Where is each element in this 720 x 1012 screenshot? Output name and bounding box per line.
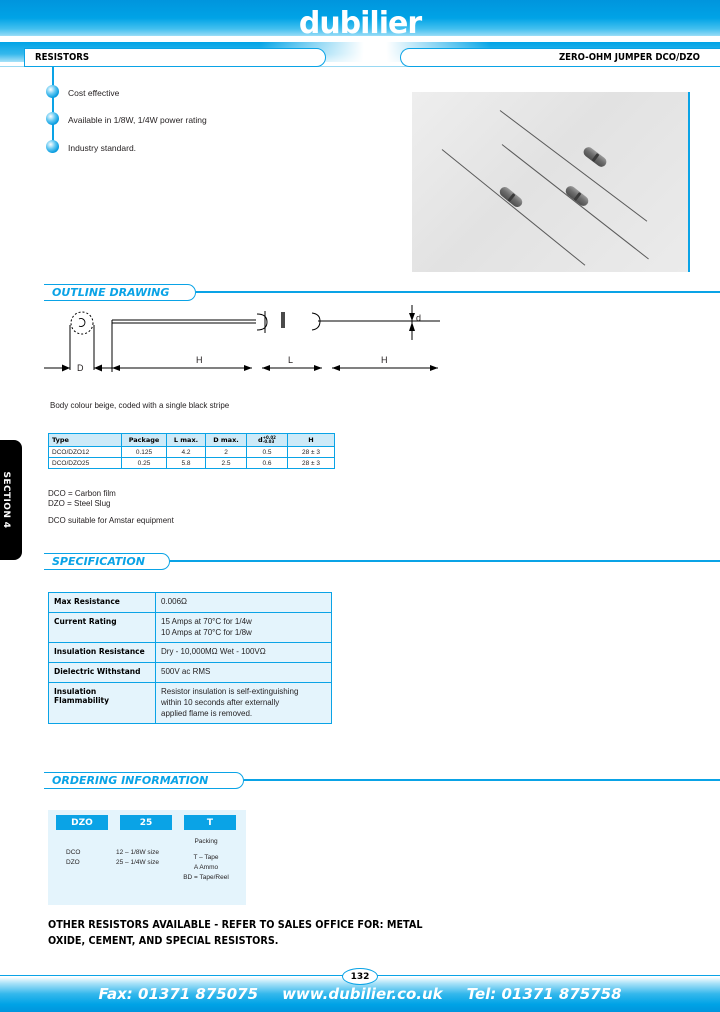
dim-col-d-symbol: d bbox=[258, 436, 263, 445]
spec-value-line: applied flame is removed. bbox=[161, 708, 253, 718]
page-number: 132 bbox=[342, 968, 378, 985]
ordering-series-option: DZO bbox=[66, 859, 80, 867]
note-amstar: DCO suitable for Amstar equipment bbox=[48, 516, 174, 525]
tab-resistors-label: RESISTORS bbox=[35, 52, 90, 63]
ordering-series-options bbox=[66, 848, 80, 868]
note-dco: DCO = Carbon film bbox=[48, 489, 116, 498]
bullet-icon bbox=[46, 112, 59, 125]
ordering-code-diagram bbox=[48, 810, 246, 905]
spec-value-line: 15 Amps at 70°C for 1/4w bbox=[161, 616, 252, 626]
footer-contact bbox=[0, 985, 720, 1003]
ordering-size-option: 25 – 1/4W size bbox=[116, 859, 159, 867]
dim-cell-h: 28 ± 3 bbox=[288, 447, 335, 458]
table-row bbox=[49, 682, 332, 723]
brand-logo: dubilier bbox=[298, 6, 422, 41]
feature-item: Available in 1/8W, 1/4W power rating bbox=[68, 115, 207, 125]
ordering-chip-size: 25 bbox=[120, 815, 172, 830]
tab-resistors[interactable] bbox=[24, 48, 326, 67]
note-dzo: DZO = Steel Slug bbox=[48, 499, 111, 508]
spec-value-line: 0.006Ω bbox=[161, 597, 187, 606]
product-photo bbox=[412, 92, 690, 272]
ordering-packing-options bbox=[174, 837, 238, 883]
table-row bbox=[49, 643, 332, 663]
feature-item: Cost effective bbox=[68, 88, 120, 98]
ordering-series-option: DCO bbox=[66, 849, 81, 856]
feature-connector-line bbox=[52, 67, 54, 151]
tab-product-title[interactable] bbox=[400, 48, 720, 67]
dim-cell-lmax: 4.2 bbox=[167, 447, 206, 458]
section-header-specification-label: SPECIFICATION bbox=[52, 555, 145, 568]
section-header-ordering-information bbox=[44, 772, 244, 789]
spec-value bbox=[156, 663, 332, 683]
footer-web[interactable]: www.dubilier.co.uk bbox=[282, 985, 443, 1003]
spec-key: Insulation Resistance bbox=[49, 643, 156, 663]
dim-cell-lmax: 5.8 bbox=[167, 458, 206, 469]
spec-value bbox=[156, 593, 332, 613]
table-row bbox=[49, 593, 332, 613]
dim-cell-package: 0.25 bbox=[122, 458, 167, 469]
dim-col-dmax: D max. bbox=[206, 434, 247, 447]
table-row bbox=[49, 458, 335, 469]
section-header-outline-drawing bbox=[44, 284, 196, 301]
dim-col-h: H bbox=[288, 434, 335, 447]
dim-cell-h: 28 ± 3 bbox=[288, 458, 335, 469]
ordering-packing-option: T – Tape bbox=[193, 854, 219, 862]
dimension-table bbox=[48, 433, 335, 469]
dim-col-type: Type bbox=[49, 434, 122, 447]
other-resistors-note-line: OXIDE, CEMENT, AND SPECIAL RESISTORS. bbox=[48, 934, 279, 947]
section-tab-label: SECTION 4 bbox=[1, 471, 11, 529]
dim-cell-d: 0.6 bbox=[247, 458, 288, 469]
ordering-packing-option: BD = Tape/Reel bbox=[183, 874, 229, 882]
spec-value-line: Resistor insulation is self-extinguishing bbox=[161, 686, 299, 696]
drawing-label-d: D bbox=[77, 363, 84, 373]
table-header-row bbox=[49, 434, 335, 447]
section-rule-ordering bbox=[244, 779, 720, 781]
bullet-icon bbox=[46, 85, 59, 98]
spec-key: Max Resistance bbox=[49, 593, 156, 613]
spec-value-line: within 10 seconds after externally bbox=[161, 697, 280, 707]
dim-col-package: Package bbox=[122, 434, 167, 447]
section-header-outline-drawing-label: OUTLINE DRAWING bbox=[52, 286, 170, 299]
dim-cell-type: DCO/DZO12 bbox=[49, 447, 122, 458]
dim-col-d-tolerance: +0.02 -0.03 bbox=[262, 435, 276, 445]
section-header-specification bbox=[44, 553, 170, 570]
spec-value bbox=[156, 612, 332, 643]
footer-fax: Fax: 01371 875075 bbox=[98, 985, 259, 1003]
spec-value-line: Dry - 10,000MΩ Wet - 100VΩ bbox=[161, 647, 266, 657]
ordering-size-options bbox=[116, 848, 159, 868]
section-header-ordering-information-label: ORDERING INFORMATION bbox=[52, 774, 209, 787]
drawing-label-d-lead: d bbox=[416, 313, 422, 323]
other-resistors-note-line: OTHER RESISTORS AVAILABLE - REFER TO SALES OFFICE FOR: METAL bbox=[48, 919, 423, 931]
spec-value-line: 500V ac RMS bbox=[161, 667, 211, 677]
table-row bbox=[49, 663, 332, 683]
ordering-size-option: 12 – 1/8W size bbox=[116, 849, 159, 856]
dim-cell-dmax: 2.5 bbox=[206, 458, 247, 469]
ordering-packing-option: A Ammo bbox=[193, 864, 219, 872]
spec-key: Insulation Flammability bbox=[49, 682, 156, 723]
spec-key: Current Rating bbox=[49, 612, 156, 643]
ordering-chip-series: DZO bbox=[56, 815, 108, 830]
resistor-wire bbox=[442, 149, 586, 266]
bullet-icon bbox=[46, 140, 59, 153]
table-row bbox=[49, 447, 335, 458]
specification-table bbox=[48, 592, 332, 724]
spec-value-line: 10 Amps at 70°C for 1/8w bbox=[161, 627, 252, 637]
other-resistors-note bbox=[48, 918, 423, 950]
dim-col-lmax: L max. bbox=[167, 434, 206, 447]
feature-item: Industry standard. bbox=[68, 143, 137, 153]
section-tab-4[interactable] bbox=[0, 440, 22, 560]
dim-cell-type: DCO/DZO25 bbox=[49, 458, 122, 469]
drawing-caption: Body colour beige, coded with a single black stripe bbox=[50, 401, 230, 410]
section-rule-outline bbox=[196, 291, 720, 293]
dim-cell-d: 0.5 bbox=[247, 447, 288, 458]
dim-cell-package: 0.125 bbox=[122, 447, 167, 458]
footer-tel: Tel: 01371 875758 bbox=[466, 985, 622, 1003]
table-row bbox=[49, 612, 332, 643]
spec-value bbox=[156, 682, 332, 723]
drawing-label-l: L bbox=[288, 355, 294, 365]
dim-cell-dmax: 2 bbox=[206, 447, 247, 458]
spec-value bbox=[156, 643, 332, 663]
dim-col-d bbox=[247, 434, 288, 447]
ordering-packing-title: Packing bbox=[194, 838, 218, 845]
ordering-chip-packing: T bbox=[184, 815, 236, 830]
drawing-label-h-left: H bbox=[196, 355, 203, 365]
section-rule-specification bbox=[170, 560, 720, 562]
drawing-label-h-right: H bbox=[381, 355, 388, 365]
outline-drawing-figure bbox=[0, 300, 720, 410]
resistor-illustration-group bbox=[412, 92, 688, 272]
resistor-wire bbox=[500, 110, 648, 222]
spec-key: Dielectric Withstand bbox=[49, 663, 156, 683]
tab-product-title-label: ZERO-OHM JUMPER DCO/DZO bbox=[559, 52, 700, 63]
